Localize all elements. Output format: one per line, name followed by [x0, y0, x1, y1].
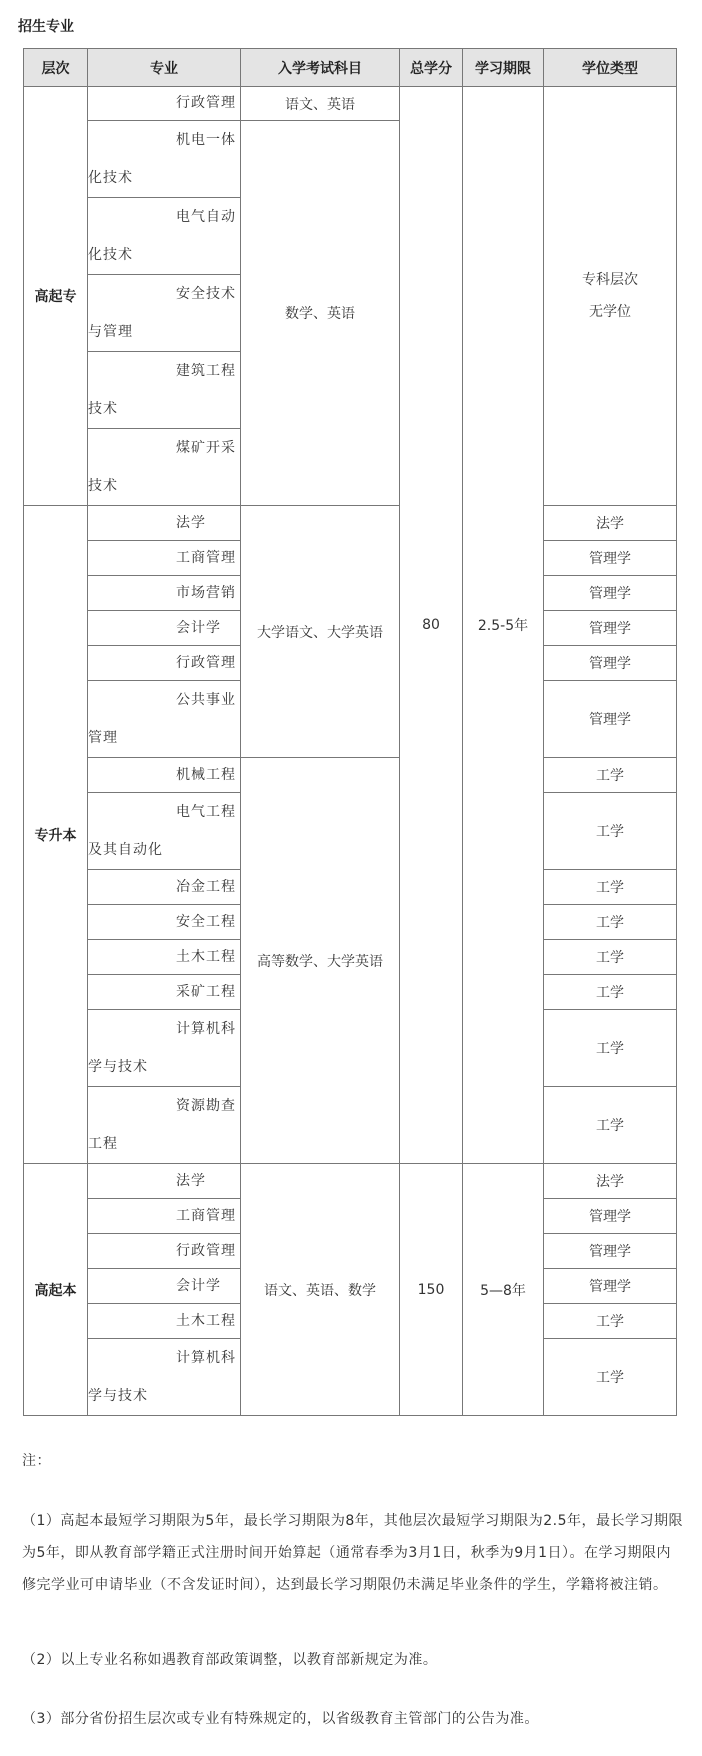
exam-cell: 语文、英语、数学 — [241, 1164, 400, 1416]
major-cell: 法学 — [88, 1164, 241, 1199]
degree-cell: 管理学 — [544, 646, 677, 681]
degree-cell: 法学 — [544, 506, 677, 541]
table-row — [24, 87, 677, 121]
major-cell: 机电一体化技术 — [88, 121, 241, 198]
major-cell: 会计学 — [88, 1269, 241, 1304]
degree-cell: 管理学 — [544, 681, 677, 758]
major-cell: 电气工程及其自动化 — [88, 793, 241, 870]
degree-cell: 工学 — [544, 793, 677, 870]
major-cell: 采矿工程 — [88, 975, 241, 1010]
table-row — [24, 506, 677, 541]
degree-cell: 管理学 — [544, 611, 677, 646]
level-zsb: 专升本 — [24, 506, 88, 1164]
degree-cell: 工学 — [544, 905, 677, 940]
major-cell: 土木工程 — [88, 1304, 241, 1339]
degree-cell: 工学 — [544, 1087, 677, 1164]
header-level: 层次 — [24, 49, 88, 87]
exam-cell: 数学、英语 — [241, 121, 400, 506]
header-major: 专业 — [88, 49, 241, 87]
major-cell: 安全工程 — [88, 905, 241, 940]
major-cell: 计算机科学与技术 — [88, 1010, 241, 1087]
major-cell: 计算机科学与技术 — [88, 1339, 241, 1416]
degree-cell: 管理学 — [544, 1269, 677, 1304]
exam-cell: 语文、英语 — [241, 87, 400, 121]
degree-cell: 法学 — [544, 1164, 677, 1199]
major-cell: 工商管理 — [88, 1199, 241, 1234]
credits-cell: 80 — [400, 87, 463, 1164]
note-3: （3）部分省份招生层次或专业有特殊规定的，以省级教育主管部门的公告为准。 — [22, 1711, 539, 1727]
note-1: （1）高起本最短学习期限为5年，最长学习期限为8年，其他层次最短学习期限为2.5年，最长学习期限为5年，即从教育部学籍正式注册时间开始算起（通常春季为3月1日，秋季为9月1日）。在学习期限内修完学业可申请毕业（不含发证时间），达到最长学习期限仍未满足毕业条件的学生，学籍将被注销。 — [22, 1513, 683, 1593]
notes-label: 注： — [22, 1453, 51, 1469]
degree-cell: 管理学 — [544, 1199, 677, 1234]
major-cell: 土木工程 — [88, 940, 241, 975]
degree-cell-gqz — [544, 87, 677, 506]
degree-cell: 工学 — [544, 1010, 677, 1087]
degree-cell: 工学 — [544, 1304, 677, 1339]
major-cell: 建筑工程技术 — [88, 352, 241, 429]
header-exam: 入学考试科目 — [241, 49, 400, 87]
degree-cell: 工学 — [544, 1339, 677, 1416]
table-row — [24, 758, 677, 793]
degree-cell: 管理学 — [544, 576, 677, 611]
major-cell: 公共事业管理 — [88, 681, 241, 758]
major-cell: 行政管理 — [88, 1234, 241, 1269]
major-cell: 冶金工程 — [88, 870, 241, 905]
degree-cell: 工学 — [544, 758, 677, 793]
major-cell: 机械工程 — [88, 758, 241, 793]
major-cell: 资源勘查工程 — [88, 1087, 241, 1164]
page-title: 招生专业 — [18, 19, 74, 35]
term-cell-gqb: 5—8年 — [463, 1164, 544, 1416]
header-degree: 学位类型 — [544, 49, 677, 87]
table-header-row — [24, 49, 677, 87]
table-row — [24, 1164, 677, 1199]
degree-gqz-line1: 专科层次 — [582, 272, 638, 288]
header-term: 学习期限 — [463, 49, 544, 87]
major-cell: 电气自动化技术 — [88, 198, 241, 275]
level-gqb: 高起本 — [24, 1164, 88, 1416]
exam-cell: 高等数学、大学英语 — [241, 758, 400, 1164]
degree-cell: 管理学 — [544, 1234, 677, 1269]
header-credits: 总学分 — [400, 49, 463, 87]
degree-cell: 工学 — [544, 975, 677, 1010]
degree-gqz-line2: 无学位 — [589, 304, 631, 320]
degree-cell: 工学 — [544, 870, 677, 905]
enrollment-table — [23, 48, 677, 1416]
major-cell: 法学 — [88, 506, 241, 541]
exam-cell: 大学语文、大学英语 — [241, 506, 400, 758]
major-cell: 市场营销 — [88, 576, 241, 611]
degree-cell: 管理学 — [544, 541, 677, 576]
major-cell: 工商管理 — [88, 541, 241, 576]
term-cell: 2.5-5年 — [463, 87, 544, 1164]
credits-cell-gqb: 150 — [400, 1164, 463, 1416]
major-cell: 行政管理 — [88, 646, 241, 681]
major-cell: 安全技术与管理 — [88, 275, 241, 352]
major-cell: 煤矿开采技术 — [88, 429, 241, 506]
level-gqz: 高起专 — [24, 87, 88, 506]
major-cell: 行政管理 — [88, 87, 241, 121]
note-2: （2）以上专业名称如遇教育部政策调整，以教育部新规定为准。 — [22, 1652, 438, 1668]
major-cell: 会计学 — [88, 611, 241, 646]
degree-cell: 工学 — [544, 940, 677, 975]
